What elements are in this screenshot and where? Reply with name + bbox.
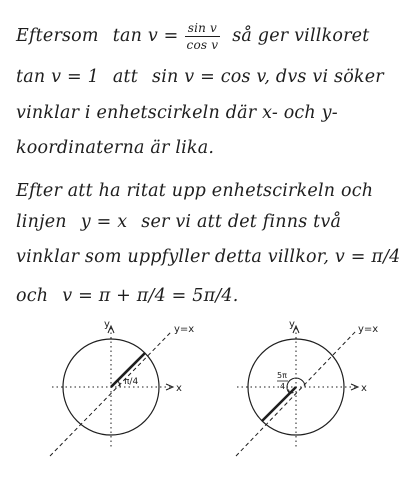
line-label-left: y=x	[174, 324, 195, 335]
text-linjen: linjen	[16, 212, 67, 232]
x-axis-label-left: x	[176, 383, 182, 394]
text-ser-vi: ser vi att det finns två	[141, 212, 342, 232]
angle-label-left: π/4	[124, 377, 139, 387]
tan-equals: tan v =	[112, 26, 179, 46]
text-sa-ger-villkoret: så ger villkoret	[232, 26, 370, 46]
equation-five-pi-over-four: v = π + π/4 = 5π/4.	[62, 286, 239, 306]
y-axis-label-left: y	[104, 319, 110, 330]
fraction-numerator: sin v	[187, 21, 218, 35]
fraction-denominator: cos v	[186, 38, 219, 52]
x-axis-label-right: x	[361, 383, 367, 394]
text-line-3: vinklar i enhetscirkeln där x- och y-	[16, 103, 338, 123]
angle-label-den-right: 4	[280, 382, 286, 391]
line-label-right: y=x	[358, 324, 379, 335]
text-och: och	[16, 286, 49, 306]
text-line-4: koordinaterna är lika.	[16, 138, 215, 158]
text-sin-equals-cos: sin v = cos v, dvs vi söker	[152, 67, 384, 87]
text-line-7: vinklar som uppfyller detta villkor, v = π/4	[16, 247, 401, 267]
y-axis-label-right: y	[289, 319, 295, 330]
equation-y-equals-x: y = x	[80, 212, 128, 232]
text-att: att	[112, 67, 139, 87]
text-line-5: Efter att ha ritat upp enhetscirkeln och	[16, 181, 374, 201]
x-axis-right	[237, 384, 358, 390]
text-eftersom: Eftersom	[16, 26, 99, 46]
angle-ray-right	[262, 387, 296, 421]
angle-label-num-right: 5π	[277, 371, 287, 380]
tan-equals-one: tan v = 1	[16, 67, 99, 87]
